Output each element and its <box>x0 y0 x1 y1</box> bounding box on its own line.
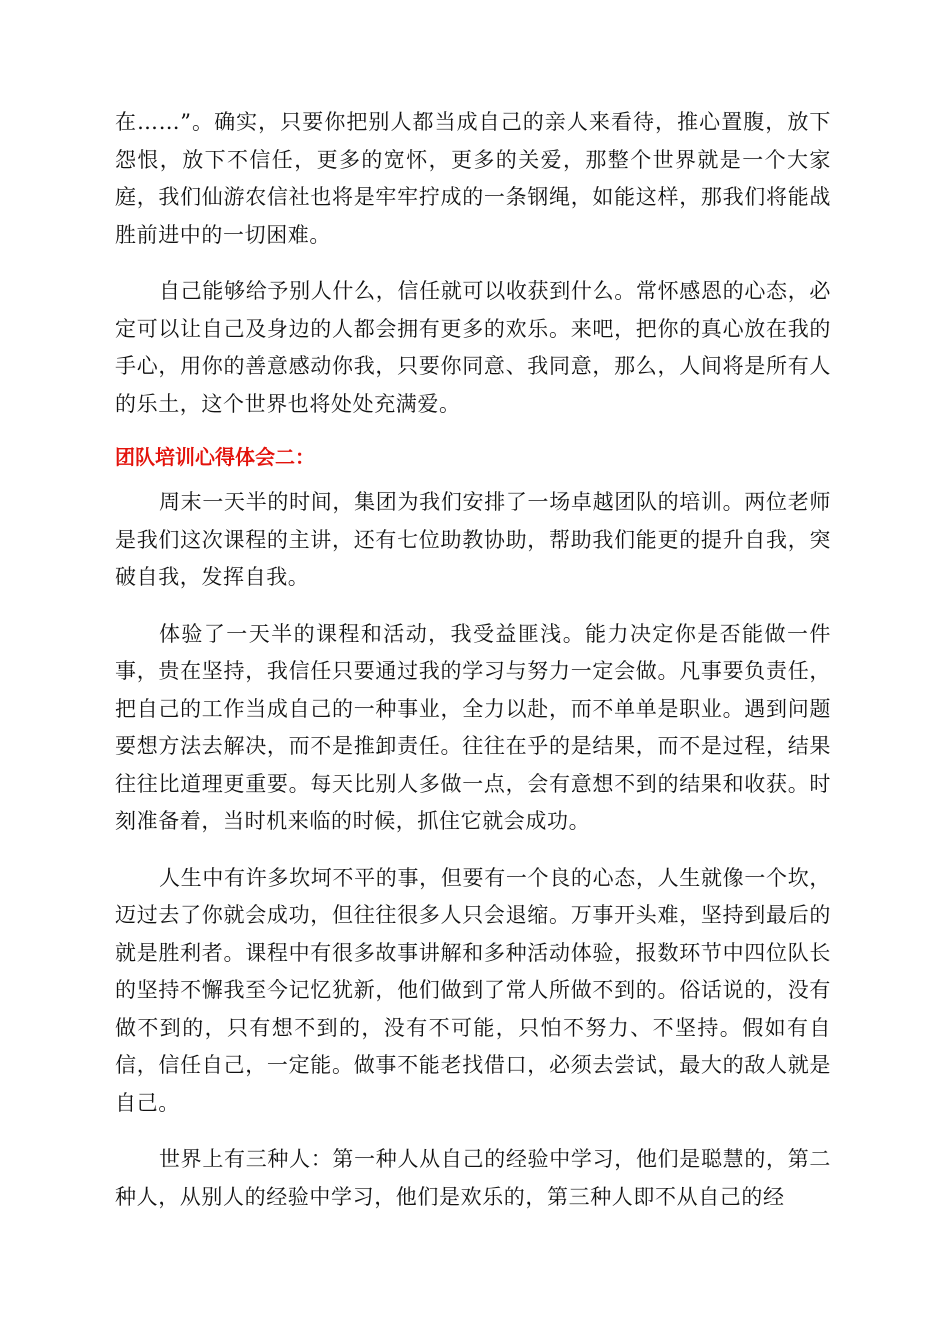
paragraph-continuation: 在……”。确实，只要你把别人都当成自己的亲人来看待，推心置腹，放下怨恨，放下不信任，更多的宽怀，更多的关爱，那整个世界就是一个大家庭，我们仙游农信社也将是牢牢拧成的一条钢绳，如能这样，那我们将能战胜前进中的一切困难。 <box>115 110 831 247</box>
section-heading: 团队培训心得体会二： <box>115 445 315 469</box>
paragraph-experience: 体验了一天半的课程和活动，我受益匪浅。能力决定你是否能做一件事，贵在坚持，我信任只要通过我的学习与努力一定会做。凡事要负责任，把自己的工作当成自己的一种事业，全力以赴，而不单单是职业。遇到问题要想方法去解决，而不是推卸责任。往往在乎的是结果，而不是过程，结果往往比道理更重要。每天比别人多做一点，会有意想不到的结果和收获。时刻准备着，当时机来临的时候，抓住它就会成功。 <box>115 621 831 833</box>
paragraph-gratitude: 自己能够给予别人什么，信任就可以收获到什么。常怀感恩的心态，必定可以让自己及身边的人都会拥有更多的欢乐。来吧，把你的真心放在我的手心，用你的善意感动你我，只要你同意、我同意，那么，人间将是所有人的乐土，这个世界也将处处充满爱。 <box>115 279 831 416</box>
paragraph-training-intro: 周末一天半的时间，集团为我们安排了一场卓越团队的培训。两位老师是我们这次课程的主讲，还有七位助教协助，帮助我们能更的提升自我，突破自我，发挥自我。 <box>115 490 831 589</box>
paragraph-three-kinds: 世界上有三种人：第一种人从自己的经验中学习，他们是聪慧的，第二种人，从别人的经验中学习，他们是欢乐的，第三种人即不从自己的经 <box>115 1147 831 1209</box>
paragraph-life-attitude: 人生中有许多坎坷不平的事，但要有一个良的心态，人生就像一个坎，迈过去了你就会成功，但往往很多人只会退缩。万事开头难，坚持到最后的就是胜利者。课程中有很多故事讲解和多种活动体验，报数环节中四位队长的坚持不懈我至今记忆犹新，他们做到了常人所做不到的。俗话说的，没有做不到的，只有想不到的，没有不可能，只怕不努力、不坚持。假如有自信，信任自己，一定能。做事不能老找借口，必须去尝试，最大的敌人就是自己。 <box>115 865 831 1115</box>
document-body <box>115 104 831 1235</box>
